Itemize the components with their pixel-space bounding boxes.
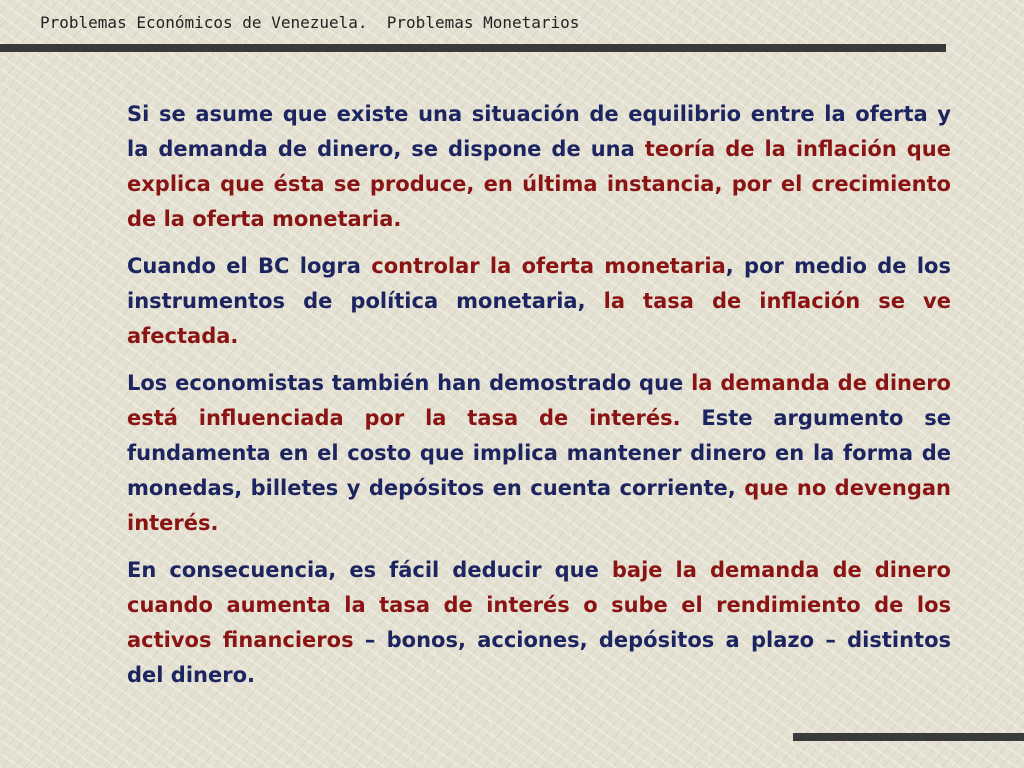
- paragraph-4-segment-1: En consecuencia, es fácil deducir que: [127, 558, 612, 582]
- paragraph-4: [127, 553, 951, 693]
- paragraph-1-segment-4: que explica que ésta se produce, en última instancia, por el crecimiento de la oferta monetaria.: [127, 137, 951, 231]
- paragraph-1-segment-1: Si se asume que existe una situación de equilibrio entre la oferta y la demanda de dinero, se dispone de una: [127, 102, 951, 161]
- paragraph-3-segment-4: que no devengan interés.: [127, 476, 951, 535]
- paragraph-2-segment-2: controlar la oferta monetaria: [371, 254, 726, 278]
- paragraph-3-segment-1: Los economistas también han demostrado que: [127, 371, 692, 395]
- paragraph-4-segment-3: – bonos, acciones, depósitos a plazo – distintos del dinero.: [127, 628, 951, 687]
- paragraph-2-segment-1: Cuando el BC logra: [127, 254, 372, 278]
- paragraph-2: [127, 249, 951, 354]
- paragraph-4-segment-2: baje la demanda de dinero cuando aumenta la tasa de interés o sube el rendimiento de los activos financieros: [127, 558, 951, 652]
- paragraph-1-segment-2: teoría de la inflación: [644, 137, 897, 161]
- paragraph-2-segment-3: , por medio de los instrumentos de política monetaria,: [127, 254, 951, 313]
- paragraph-1-segment-3: [897, 137, 907, 161]
- paragraph-3: [127, 366, 951, 541]
- slide-body: [127, 97, 951, 705]
- bottom-divider-bar: [793, 733, 1024, 741]
- paragraph-3-segment-3: Este argumento se fundamenta en el costo que implica mantener dinero en la forma de monedas, billetes y depósitos en cuenta corriente,: [127, 406, 951, 500]
- paragraph-3-segment-2: la demanda de dinero está influenciada por la tasa de interés.: [127, 371, 951, 430]
- paragraph-1: [127, 97, 951, 237]
- paragraph-2-segment-4: la tasa de inflación se ve afectada.: [127, 289, 951, 348]
- slide-header-title: Problemas Económicos de Venezuela. Problemas Monetarios: [40, 13, 580, 32]
- top-divider-bar: [0, 44, 946, 52]
